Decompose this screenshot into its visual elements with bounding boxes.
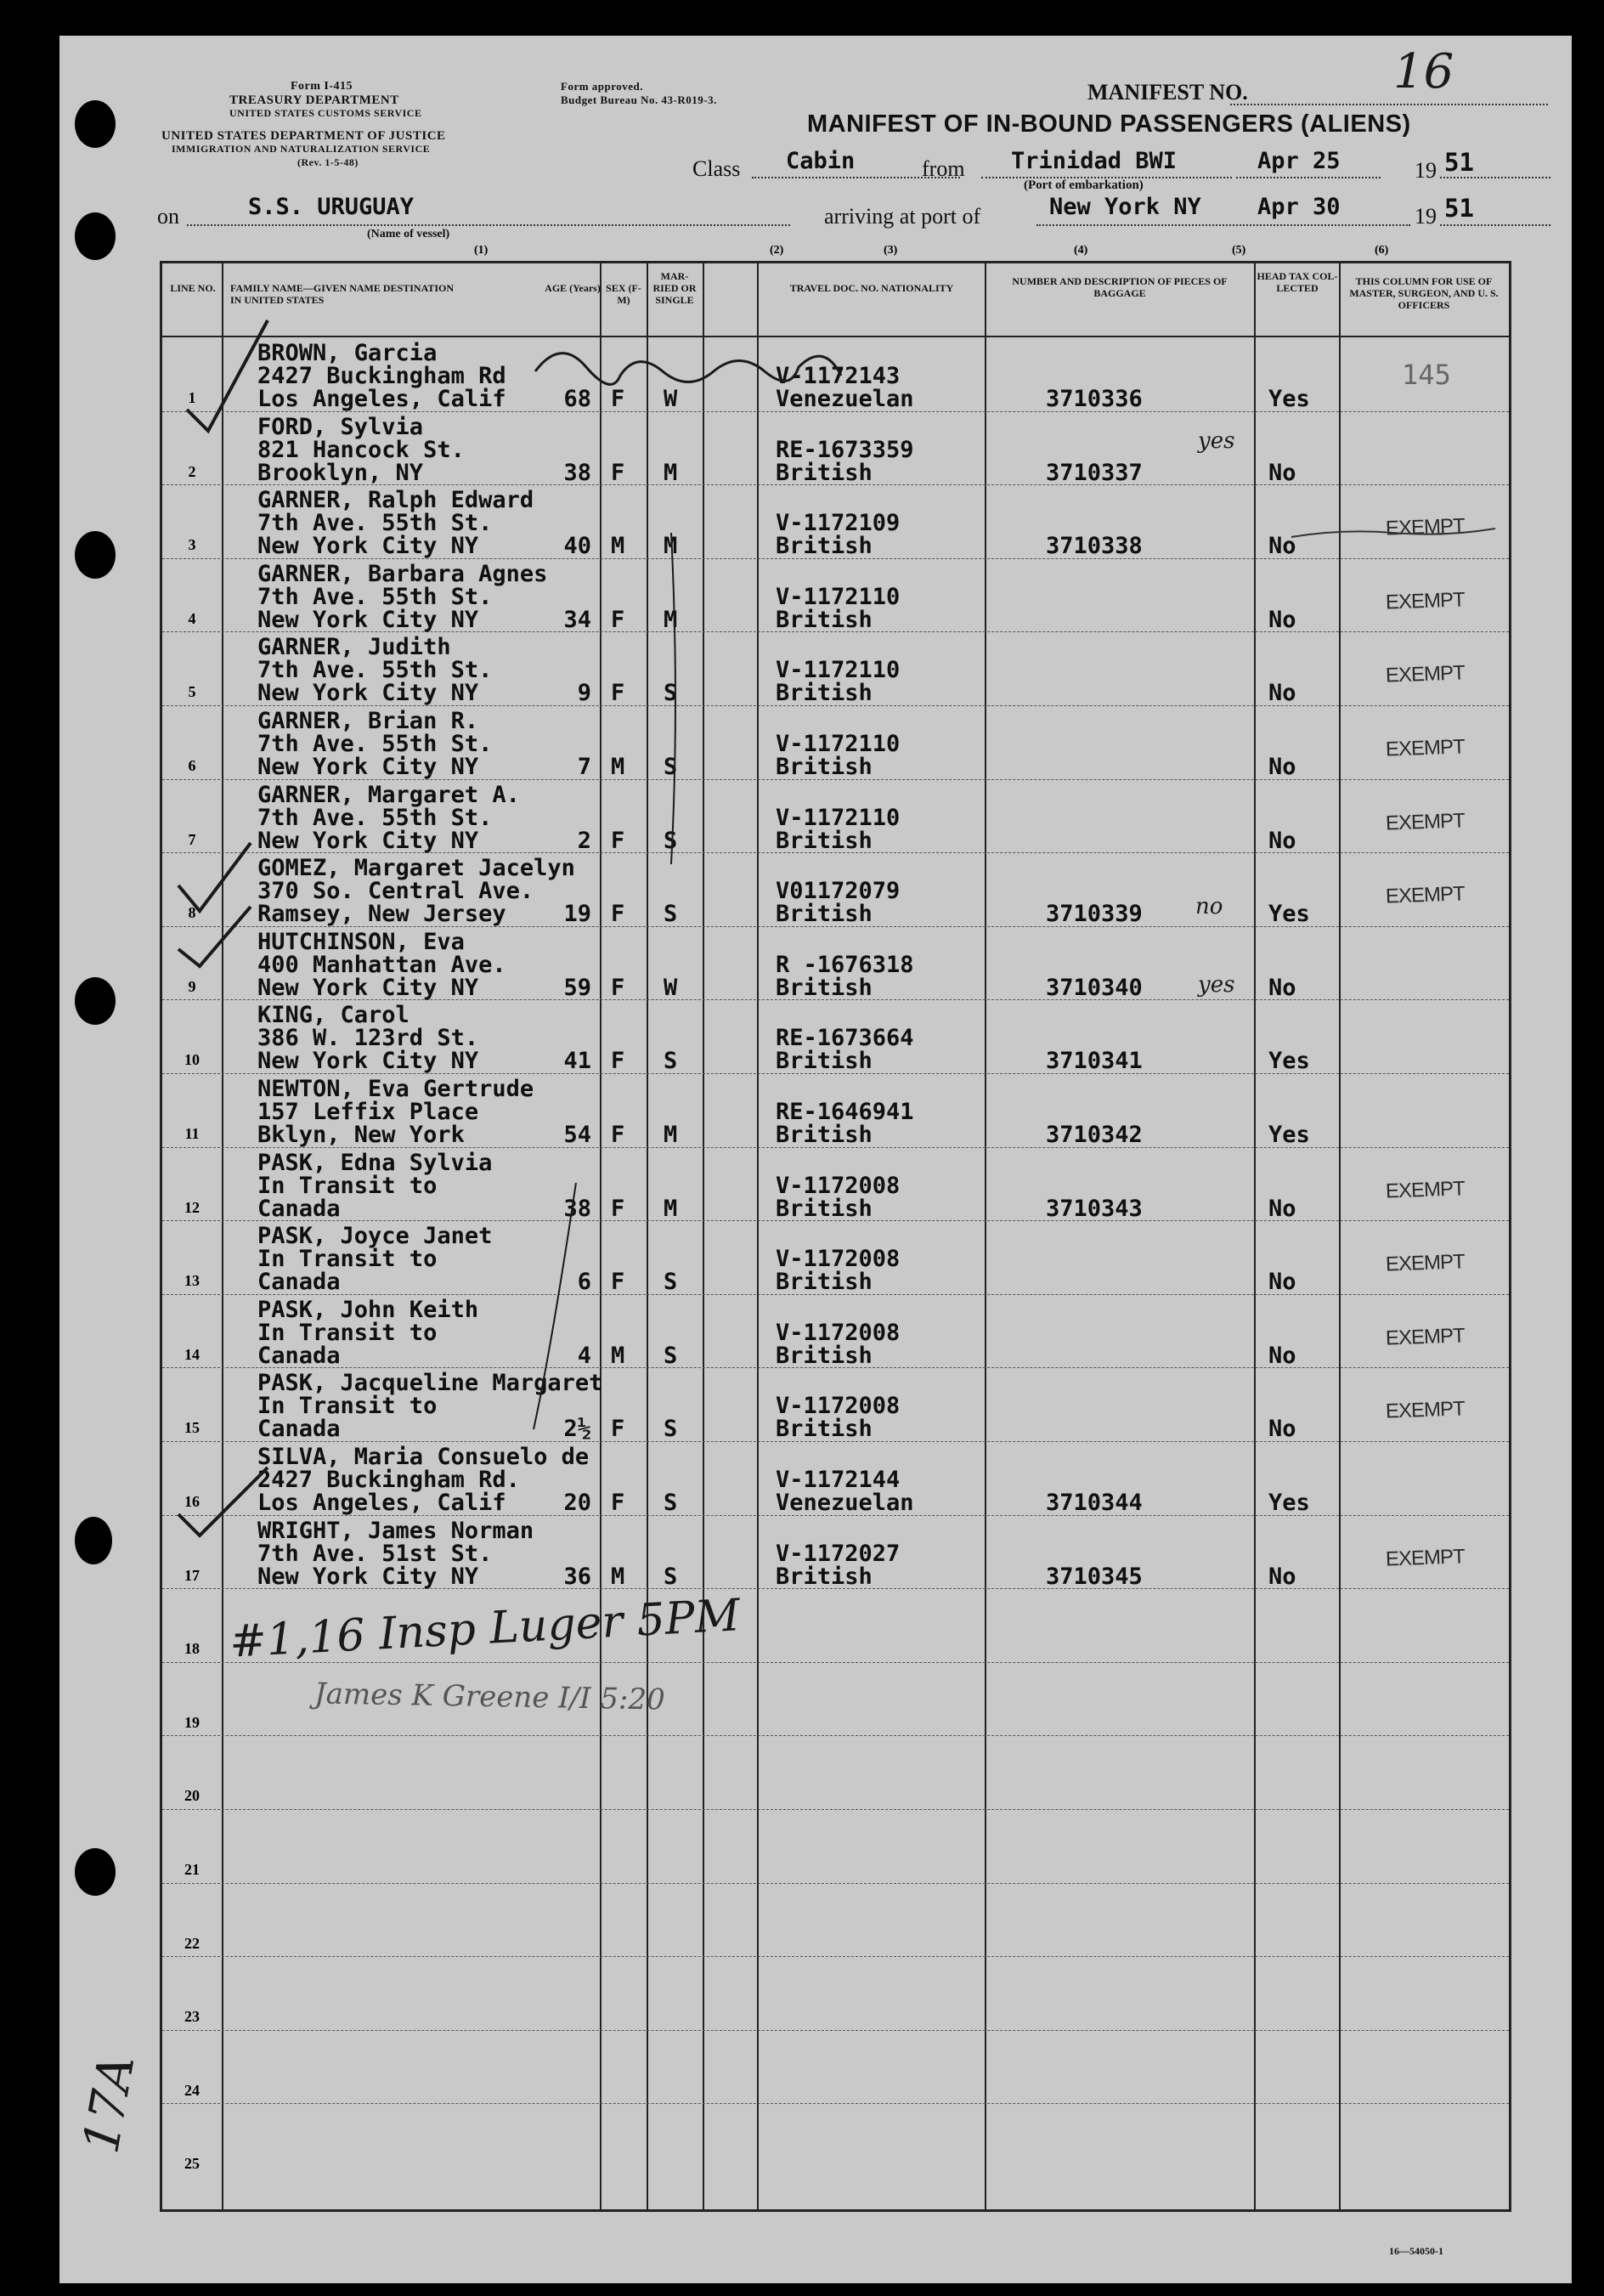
passenger-sex: F xyxy=(611,1195,625,1222)
punch-hole xyxy=(75,212,116,260)
year-prefix: 19 xyxy=(1415,158,1437,183)
nationality: British xyxy=(776,1195,873,1222)
column-header-line-no: LINE NO. xyxy=(170,282,216,294)
treasury-department: TREASURY DEPARTMENT xyxy=(229,93,399,107)
travel-doc-number: V-1172109 xyxy=(776,510,901,537)
line-number: 12 xyxy=(184,1198,200,1216)
passenger-marital-status: S xyxy=(664,680,678,707)
passenger-marital-status: S xyxy=(664,901,678,928)
passenger-name: GARNER, Brian R. xyxy=(257,708,479,734)
line8-tax-note: no xyxy=(1195,894,1223,919)
travel-doc-number: RE-1673359 xyxy=(776,436,914,463)
officer-stamp: EXEMPT xyxy=(1385,588,1466,614)
passenger-marital-status: S xyxy=(664,1048,678,1075)
baggage-number: 3710339 xyxy=(1046,901,1143,928)
passenger-city: New York City NY xyxy=(257,827,479,854)
nationality: British xyxy=(776,754,873,780)
travel-doc-number: RE-1646941 xyxy=(776,1099,914,1125)
punch-hole xyxy=(75,100,116,148)
footer-code: 16—54050-1 xyxy=(1389,2245,1443,2257)
ins-service: IMMIGRATION AND NATURALIZATION SERVICE xyxy=(172,143,431,155)
passenger-marital-status: W xyxy=(664,386,678,412)
officer-stamp: EXEMPT xyxy=(1385,1544,1466,1571)
head-tax: No xyxy=(1268,1563,1296,1590)
manifest-no-label: MANIFEST NO. xyxy=(1087,80,1248,105)
column-number-4: (4) xyxy=(1074,244,1088,257)
passenger-address: 7th Ave. 55th St. xyxy=(257,657,493,684)
line-number: 16 xyxy=(184,1493,200,1510)
passenger-age: 68 xyxy=(563,386,591,412)
head-tax: No xyxy=(1268,459,1296,486)
baggage-number: 3710345 xyxy=(1046,1563,1143,1590)
baggage-number: 3710337 xyxy=(1046,459,1143,486)
nationality: British xyxy=(776,533,873,560)
line-number: 2 xyxy=(188,462,196,480)
passenger-address: In Transit to xyxy=(257,1246,438,1273)
passenger-marital-status: M xyxy=(664,533,678,560)
nationality: British xyxy=(776,1048,873,1075)
line2-tax-note: yes xyxy=(1198,428,1235,454)
justice-department: UNITED STATES DEPARTMENT OF JUSTICE xyxy=(161,129,446,143)
line-number: 25 xyxy=(184,2155,200,2173)
passenger-name: GARNER, Margaret A. xyxy=(257,781,520,808)
line-number: 7 xyxy=(188,830,196,848)
form-approved: Form approved. xyxy=(561,80,644,93)
punch-hole xyxy=(75,1848,116,1896)
year-value: 51 xyxy=(1444,148,1474,177)
from-value: Trinidad BWI xyxy=(1011,148,1178,174)
class-label: Class xyxy=(692,156,741,181)
line-number: 6 xyxy=(188,757,196,774)
embark-date: Apr 25 xyxy=(1257,148,1341,174)
margin-note: 17A xyxy=(71,2050,146,2157)
travel-doc-number: RE-1673664 xyxy=(776,1025,914,1052)
arrival-year: 51 xyxy=(1444,194,1474,223)
passenger-sex: F xyxy=(611,974,625,1001)
head-tax: No xyxy=(1268,1269,1296,1296)
inspector-signature-note: James K Greene I/I 5:20 xyxy=(313,1677,666,1717)
passenger-marital-status: M xyxy=(664,1122,678,1148)
line-number: 15 xyxy=(184,1419,200,1437)
passenger-address: 7th Ave. 51st St. xyxy=(257,1540,493,1567)
head-tax: Yes xyxy=(1268,1048,1310,1075)
column-number-1: (1) xyxy=(474,244,489,257)
passenger-name: NEWTON, Eva Gertrude xyxy=(257,1076,534,1102)
passenger-marital-status: S xyxy=(664,1416,678,1443)
travel-doc-number: V-1172110 xyxy=(776,657,901,684)
line-number: 13 xyxy=(184,1272,200,1290)
travel-doc-number: V-1172027 xyxy=(776,1540,901,1567)
head-tax: No xyxy=(1268,974,1296,1001)
passenger-name: GARNER, Ralph Edward xyxy=(257,487,534,514)
passenger-sex: F xyxy=(611,1122,625,1148)
head-tax: Yes xyxy=(1268,1490,1310,1516)
from-label: from xyxy=(922,156,965,181)
passenger-age: 9 xyxy=(577,680,591,707)
passenger-address: 400 Manhattan Ave. xyxy=(257,951,506,978)
passenger-sex: F xyxy=(611,1048,625,1075)
baggage-number: 3710344 xyxy=(1046,1490,1143,1516)
passenger-city: New York City NY xyxy=(257,606,479,633)
passenger-sex: F xyxy=(611,606,625,633)
nationality: British xyxy=(776,1342,873,1369)
travel-doc-number: V-1172110 xyxy=(776,804,901,831)
manifest-page xyxy=(59,36,1572,2283)
passenger-city: New York City NY xyxy=(257,974,479,1001)
passenger-marital-status: S xyxy=(664,754,678,780)
passenger-address: In Transit to xyxy=(257,1393,438,1420)
passenger-sex: F xyxy=(611,1269,625,1296)
head-tax: Yes xyxy=(1268,386,1310,412)
baggage-number: 3710341 xyxy=(1046,1048,1143,1075)
travel-doc-number: V01172079 xyxy=(776,878,901,905)
passenger-city: Brooklyn, NY xyxy=(257,459,424,486)
head-tax: No xyxy=(1268,680,1296,707)
arriving-label: arriving at port of xyxy=(824,204,981,229)
column-number-3: (3) xyxy=(884,244,898,257)
passenger-age: 36 xyxy=(563,1563,591,1590)
passenger-name: PASK, Joyce Janet xyxy=(257,1223,493,1250)
column-header-name: FAMILY NAME—GIVEN NAME DESTINATION IN UNITED STATES xyxy=(230,282,455,306)
passenger-age: 38 xyxy=(563,459,591,486)
passenger-city: New York City NY xyxy=(257,1048,479,1075)
officer-stamp: EXEMPT xyxy=(1385,735,1466,761)
nationality: British xyxy=(776,606,873,633)
nationality: British xyxy=(776,1269,873,1296)
passenger-address: 7th Ave. 55th St. xyxy=(257,731,493,757)
passenger-age: 6 xyxy=(577,1269,591,1296)
baggage-number: 3710338 xyxy=(1046,533,1143,560)
nationality: British xyxy=(776,827,873,854)
line-number: 10 xyxy=(184,1051,200,1069)
passenger-sex: F xyxy=(611,1416,625,1443)
passenger-city: Los Angeles, Calif xyxy=(257,1490,506,1516)
travel-doc-number: V-1172110 xyxy=(776,583,901,610)
baggage-number: 3710342 xyxy=(1046,1122,1143,1148)
passenger-city: Bklyn, New York xyxy=(257,1122,465,1148)
head-tax: No xyxy=(1268,1342,1296,1369)
nationality: British xyxy=(776,680,873,707)
passenger-name: SILVA, Maria Consuelo de xyxy=(257,1444,590,1470)
passenger-age: 59 xyxy=(563,974,591,1001)
passenger-sex: F xyxy=(611,827,625,854)
line-number: 8 xyxy=(188,904,196,922)
travel-doc-number: R -1676318 xyxy=(776,951,914,978)
passenger-age: 34 xyxy=(563,606,591,633)
passenger-age: 19 xyxy=(563,901,591,928)
passenger-age: 2 xyxy=(577,827,591,854)
head-tax: No xyxy=(1268,533,1296,560)
passenger-address: In Transit to xyxy=(257,1172,438,1199)
line-number: 11 xyxy=(184,1125,200,1142)
class-value: Cabin xyxy=(786,148,856,174)
passenger-marital-status: S xyxy=(664,1269,678,1296)
line-number: 23 xyxy=(184,2008,200,2026)
passenger-city: New York City NY xyxy=(257,1563,479,1590)
line9-tax-note: yes xyxy=(1198,972,1235,998)
arrival-port: New York NY xyxy=(1049,194,1201,220)
officer-stamp: EXEMPT xyxy=(1385,808,1466,835)
officer-stamp: EXEMPT xyxy=(1385,1176,1466,1203)
passenger-age: 40 xyxy=(563,533,591,560)
passenger-address: 157 Leffix Place xyxy=(257,1099,479,1125)
passenger-name: PASK, John Keith xyxy=(257,1296,479,1323)
passenger-name: GOMEZ, Margaret Jacelyn xyxy=(257,855,575,882)
officer-stamp: EXEMPT xyxy=(1385,661,1466,688)
nationality: British xyxy=(776,1122,873,1148)
passenger-name: FORD, Sylvia xyxy=(257,413,424,440)
passenger-marital-status: S xyxy=(664,1490,678,1516)
travel-doc-number: V-1172008 xyxy=(776,1393,901,1420)
line-number: 4 xyxy=(188,609,196,627)
passenger-name: BROWN, Garcia xyxy=(257,340,438,366)
passenger-name: WRIGHT, James Norman xyxy=(257,1517,534,1544)
passenger-address: 386 W. 123rd St. xyxy=(257,1025,479,1052)
passenger-sex: F xyxy=(611,386,625,412)
passenger-city: New York City NY xyxy=(257,680,479,707)
arrival-date: Apr 30 xyxy=(1257,194,1341,220)
passenger-marital-status: S xyxy=(664,827,678,854)
passenger-city: New York City NY xyxy=(257,754,479,780)
line-number: 20 xyxy=(184,1787,200,1805)
passenger-city: Canada xyxy=(257,1195,341,1222)
head-tax: No xyxy=(1268,1195,1296,1222)
column-header-age: AGE (Years) xyxy=(545,282,601,294)
column-header-baggage: NUMBER AND DESCRIPTION OF PIECES OF BAGGAGE xyxy=(1012,275,1228,299)
passenger-sex: M xyxy=(611,1563,625,1590)
passenger-age: 41 xyxy=(563,1048,591,1075)
passenger-address: 370 So. Central Ave. xyxy=(257,878,534,905)
manifest-number: 16 xyxy=(1393,44,1454,99)
passenger-city: Canada xyxy=(257,1416,341,1443)
line-number: 14 xyxy=(184,1345,200,1363)
column-header-married: MAR-RIED OR SINGLE xyxy=(652,270,697,306)
passenger-address: 2427 Buckingham Rd. xyxy=(257,1467,520,1493)
travel-doc-number: V-1172008 xyxy=(776,1319,901,1346)
column-number-5: (5) xyxy=(1232,244,1246,257)
officer-stamp: EXEMPT xyxy=(1385,1397,1466,1424)
column-header-travel-doc: TRAVEL DOC. NO. NATIONALITY xyxy=(789,282,954,294)
passenger-marital-status: S xyxy=(664,1563,678,1590)
customs-service: UNITED STATES CUSTOMS SERVICE xyxy=(229,107,422,119)
travel-doc-number: V-1172143 xyxy=(776,363,901,389)
passenger-age: 2½ xyxy=(563,1416,591,1443)
nationality: British xyxy=(776,1416,873,1443)
nationality: Venezuelan xyxy=(776,386,914,412)
column-number-6: (6) xyxy=(1375,244,1389,257)
baggage-number: 3710343 xyxy=(1046,1195,1143,1222)
head-tax: No xyxy=(1268,827,1296,854)
nationality: Venezuelan xyxy=(776,1490,914,1516)
punch-hole xyxy=(75,977,116,1025)
column-number-2: (2) xyxy=(770,244,784,257)
passenger-sex: M xyxy=(611,1342,625,1369)
page-title: MANIFEST OF IN-BOUND PASSENGERS (ALIENS) xyxy=(807,110,1411,138)
vessel-name: S.S. URUGUAY xyxy=(248,194,415,220)
head-tax: Yes xyxy=(1268,901,1310,928)
passenger-address: 2427 Buckingham Rd xyxy=(257,363,506,389)
passenger-address: 7th Ave. 55th St. xyxy=(257,804,493,831)
port-embark-caption: (Port of embarkation) xyxy=(1024,178,1144,192)
head-tax: No xyxy=(1268,1416,1296,1443)
vessel-caption: (Name of vessel) xyxy=(367,228,450,240)
line-number: 3 xyxy=(188,536,196,554)
line-number: 22 xyxy=(184,1934,200,1952)
nationality: British xyxy=(776,1563,873,1590)
head-tax: No xyxy=(1268,606,1296,633)
passenger-sex: M xyxy=(611,754,625,780)
passenger-marital-status: S xyxy=(664,1342,678,1369)
on-label: on xyxy=(157,204,179,229)
passenger-city: Ramsey, New Jersey xyxy=(257,901,506,928)
handwriting-overlay xyxy=(59,36,1572,2283)
nationality: British xyxy=(776,974,873,1001)
arrival-year-prefix: 19 xyxy=(1415,204,1437,229)
line-number: 18 xyxy=(184,1640,200,1658)
travel-doc-number: V-1172110 xyxy=(776,731,901,757)
passenger-age: 7 xyxy=(577,754,591,780)
line-number: 21 xyxy=(184,1861,200,1878)
passenger-age: 54 xyxy=(563,1122,591,1148)
line-number: 17 xyxy=(184,1566,200,1584)
form-revision: (Rev. 1-5-48) xyxy=(297,156,359,168)
passenger-name: GARNER, Judith xyxy=(257,634,451,661)
passenger-marital-status: W xyxy=(664,974,678,1001)
passenger-marital-status: M xyxy=(664,606,678,633)
passenger-name: GARNER, Barbara Agnes xyxy=(257,560,548,587)
passenger-sex: F xyxy=(611,459,625,486)
passenger-marital-status: M xyxy=(664,1195,678,1222)
passenger-name: KING, Carol xyxy=(257,1002,409,1029)
officer-stamp: EXEMPT xyxy=(1385,1324,1466,1350)
passenger-sex: M xyxy=(611,533,625,560)
travel-doc-number: V-1172008 xyxy=(776,1246,901,1273)
passenger-age: 20 xyxy=(563,1490,591,1516)
line-number: 5 xyxy=(188,683,196,701)
column-header-head-tax: HEAD TAX COL-LECTED xyxy=(1257,270,1338,294)
baggage-number: 3710336 xyxy=(1046,386,1143,412)
officer-stamp: EXEMPT xyxy=(1385,514,1466,540)
nationality: British xyxy=(776,459,873,486)
baggage-number: 3710340 xyxy=(1046,974,1143,1001)
passenger-city: Canada xyxy=(257,1342,341,1369)
travel-doc-number: V-1172144 xyxy=(776,1467,901,1493)
line-number: 9 xyxy=(188,977,196,995)
line-number: 24 xyxy=(184,2081,200,2099)
page-count-stamp: 145 xyxy=(1402,359,1451,391)
nationality: British xyxy=(776,901,873,928)
form-number: Form I-415 xyxy=(291,80,353,93)
punch-hole xyxy=(75,531,116,579)
passenger-name: PASK, Jacqueline Margaret xyxy=(257,1370,603,1397)
passenger-sex: F xyxy=(611,901,625,928)
passenger-marital-status: M xyxy=(664,459,678,486)
budget-bureau: Budget Bureau No. 43-R019-3. xyxy=(561,93,717,106)
travel-doc-number: V-1172008 xyxy=(776,1172,901,1199)
passenger-address: 821 Hancock St. xyxy=(257,436,465,463)
passenger-sex: F xyxy=(611,1490,625,1516)
passenger-city: Canada xyxy=(257,1269,341,1296)
passenger-age: 38 xyxy=(563,1195,591,1222)
passenger-name: HUTCHINSON, Eva xyxy=(257,928,465,955)
column-header-sex: SEX (F-M) xyxy=(606,282,641,306)
officer-stamp: EXEMPT xyxy=(1385,1250,1466,1276)
head-tax: No xyxy=(1268,754,1296,780)
passenger-sex: F xyxy=(611,680,625,707)
passenger-address: In Transit to xyxy=(257,1319,438,1346)
inspector-note: #1,16 Insp Luger 5PM xyxy=(228,1590,742,1668)
passenger-address: 7th Ave. 55th St. xyxy=(257,583,493,610)
officer-stamp: EXEMPT xyxy=(1385,882,1466,908)
line-number: 19 xyxy=(184,1713,200,1731)
passenger-address: 7th Ave. 55th St. xyxy=(257,510,493,537)
passenger-city: Los Angeles, Calif xyxy=(257,386,506,412)
passenger-age: 4 xyxy=(577,1342,591,1369)
line-number: 1 xyxy=(188,389,196,406)
head-tax: Yes xyxy=(1268,1122,1310,1148)
passenger-name: PASK, Edna Sylvia xyxy=(257,1149,493,1176)
passenger-city: New York City NY xyxy=(257,533,479,560)
punch-hole xyxy=(75,1517,112,1564)
column-header-officers: THIS COLUMN FOR USE OF MASTER, SURGEON, AND U. S. OFFICERS xyxy=(1349,275,1499,311)
